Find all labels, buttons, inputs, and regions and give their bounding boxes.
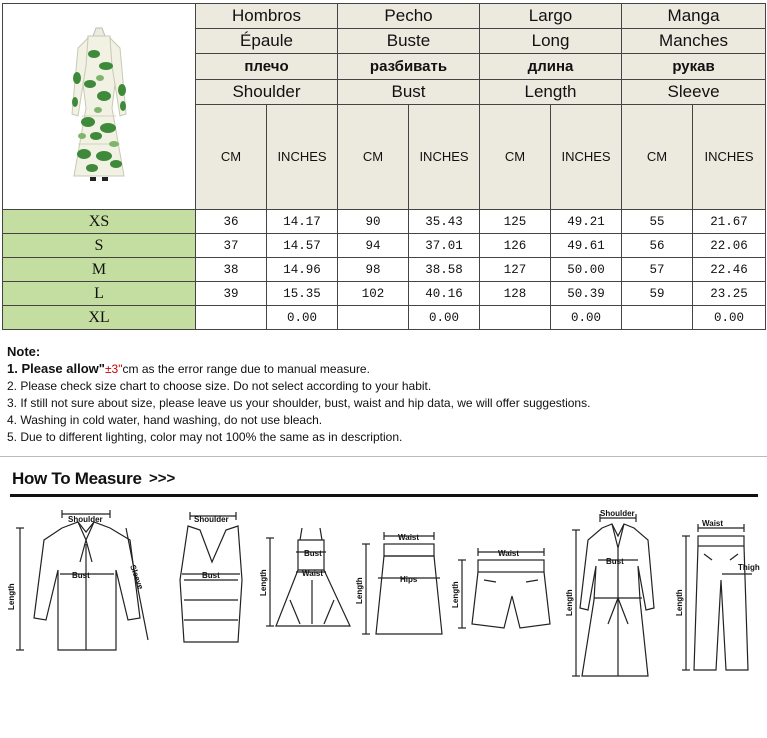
- unit-header: INCHES: [409, 104, 480, 209]
- label-waist: Waist: [498, 549, 520, 558]
- header-ru-length: длина: [480, 54, 622, 79]
- unit-header: INCHES: [693, 104, 766, 209]
- table-cell: 49.61: [551, 234, 622, 258]
- table-cell: 37: [196, 234, 267, 258]
- table-row: [3, 282, 766, 306]
- header-fr-shoulder: Épaule: [196, 29, 338, 54]
- table-cell: 125: [480, 210, 551, 234]
- note-line-4: 4. Washing in cold water, hand washing, do not use bleach.: [7, 413, 323, 427]
- shorts-diagram: [458, 548, 550, 628]
- table-row: [3, 210, 766, 234]
- label-length: Length: [259, 569, 268, 596]
- header-en-length: Length: [480, 79, 622, 104]
- note-line-1-rest: cm as the error range due to manual measure.: [122, 362, 370, 376]
- table-cell: 39: [196, 282, 267, 306]
- label-length: Length: [7, 583, 16, 610]
- unit-header: CM: [622, 104, 693, 209]
- label-thigh: Thigh: [738, 563, 760, 572]
- header-en-sleeve: Sleeve: [622, 79, 766, 104]
- label-shoulder: Shoulder: [600, 509, 635, 518]
- label-length: Length: [675, 589, 684, 616]
- label-length: Length: [355, 577, 364, 604]
- table-cell: 0.00: [693, 306, 766, 330]
- table-cell: 94: [338, 234, 409, 258]
- table-row: [3, 306, 766, 330]
- table-cell: 128: [480, 282, 551, 306]
- table-cell: 15.35: [267, 282, 338, 306]
- label-length: Length: [451, 581, 460, 608]
- size-label: M: [3, 258, 196, 282]
- how-to-measure-title: How To Measure: [12, 469, 142, 488]
- table-cell: [196, 306, 267, 330]
- product-image: [3, 4, 196, 210]
- table-cell: 50.39: [551, 282, 622, 306]
- size-chart-table: [2, 3, 766, 330]
- table-cell: 35.43: [409, 210, 480, 234]
- unit-header: INCHES: [267, 104, 338, 209]
- title-underline: [10, 494, 758, 497]
- label-shoulder: Shoulder: [194, 515, 229, 524]
- table-cell: 0.00: [551, 306, 622, 330]
- table-cell: [480, 306, 551, 330]
- table-row: [3, 258, 766, 282]
- header-en-shoulder: Shoulder: [196, 79, 338, 104]
- label-hips: Hips: [400, 575, 418, 584]
- table-cell: 102: [338, 282, 409, 306]
- table-cell: 38.58: [409, 258, 480, 282]
- unit-header: CM: [196, 104, 267, 209]
- error-range-value: ±3": [104, 362, 123, 376]
- header-fr-bust: Buste: [338, 29, 480, 54]
- table-cell: 49.21: [551, 210, 622, 234]
- size-label: XS: [3, 210, 196, 234]
- header-fr-sleeve: Manches: [622, 29, 766, 54]
- header-ru-sleeve: рукав: [622, 54, 766, 79]
- label-waist: Waist: [398, 533, 420, 542]
- note-line-1-lead: 1. Please allow": [7, 361, 105, 376]
- label-bust: Bust: [72, 571, 90, 580]
- size-label: L: [3, 282, 196, 306]
- header-es-sleeve: Manga: [622, 4, 766, 29]
- table-cell: 22.46: [693, 258, 766, 282]
- table-cell: 0.00: [267, 306, 338, 330]
- header-ru-bust: разбивать: [338, 54, 480, 79]
- table-cell: 21.67: [693, 210, 766, 234]
- notes-section: [7, 343, 590, 446]
- table-cell: 37.01: [409, 234, 480, 258]
- section-divider: [0, 456, 767, 457]
- trousers-diagram: [682, 524, 752, 670]
- table-row: [3, 234, 766, 258]
- notes-title: Note:: [7, 344, 41, 359]
- label-sleeve: Sleeve: [128, 563, 146, 591]
- label-length: Length: [565, 589, 574, 616]
- header-en-bust: Bust: [338, 79, 480, 104]
- table-cell: 38: [196, 258, 267, 282]
- measurement-diagrams: [0, 500, 767, 690]
- label-bust: Bust: [606, 557, 624, 566]
- header-fr-length: Long: [480, 29, 622, 54]
- header-es-shoulder: Hombros: [196, 4, 338, 29]
- blouse-diagram: [16, 510, 148, 650]
- table-cell: 59: [622, 282, 693, 306]
- label-bust: Bust: [304, 549, 322, 558]
- unit-header: CM: [480, 104, 551, 209]
- size-label: S: [3, 234, 196, 258]
- table-cell: 14.57: [267, 234, 338, 258]
- size-label: XL: [3, 306, 196, 330]
- table-cell: 50.00: [551, 258, 622, 282]
- table-cell: 98: [338, 258, 409, 282]
- table-cell: 57: [622, 258, 693, 282]
- table-cell: 127: [480, 258, 551, 282]
- table-cell: 14.96: [267, 258, 338, 282]
- label-waist: Waist: [702, 519, 724, 528]
- table-cell: 0.00: [409, 306, 480, 330]
- note-line-1: [7, 360, 590, 378]
- table-cell: 40.16: [409, 282, 480, 306]
- note-line-2: 2. Please check size chart to choose size. Do not select according to your habit.: [7, 379, 432, 393]
- table-cell: 126: [480, 234, 551, 258]
- chevrons-right-icon: >>>: [149, 470, 176, 487]
- coat-dress-diagram: [572, 514, 654, 676]
- label-shoulder: Shoulder: [68, 515, 103, 524]
- table-cell: 23.25: [693, 282, 766, 306]
- table-cell: [622, 306, 693, 330]
- header-es-bust: Pecho: [338, 4, 480, 29]
- header-es-length: Largo: [480, 4, 622, 29]
- note-line-3: 3. If still not sure about size, please leave us your shoulder, bust, waist and hip data, we will offer suggestions.: [7, 396, 591, 410]
- header-ru-shoulder: плечо: [196, 54, 338, 79]
- table-cell: 14.17: [267, 210, 338, 234]
- table-cell: 36: [196, 210, 267, 234]
- label-waist: Waist: [302, 569, 324, 578]
- unit-header: CM: [338, 104, 409, 209]
- table-cell: 55: [622, 210, 693, 234]
- table-cell: 56: [622, 234, 693, 258]
- table-cell: 22.06: [693, 234, 766, 258]
- dress-photo-illustration: [4, 4, 194, 204]
- unit-header: INCHES: [551, 104, 622, 209]
- table-cell: 90: [338, 210, 409, 234]
- table-cell: [338, 306, 409, 330]
- label-bust: Bust: [202, 571, 220, 580]
- note-line-5: 5. Due to different lighting, color may not 100% the same as in description.: [7, 430, 403, 444]
